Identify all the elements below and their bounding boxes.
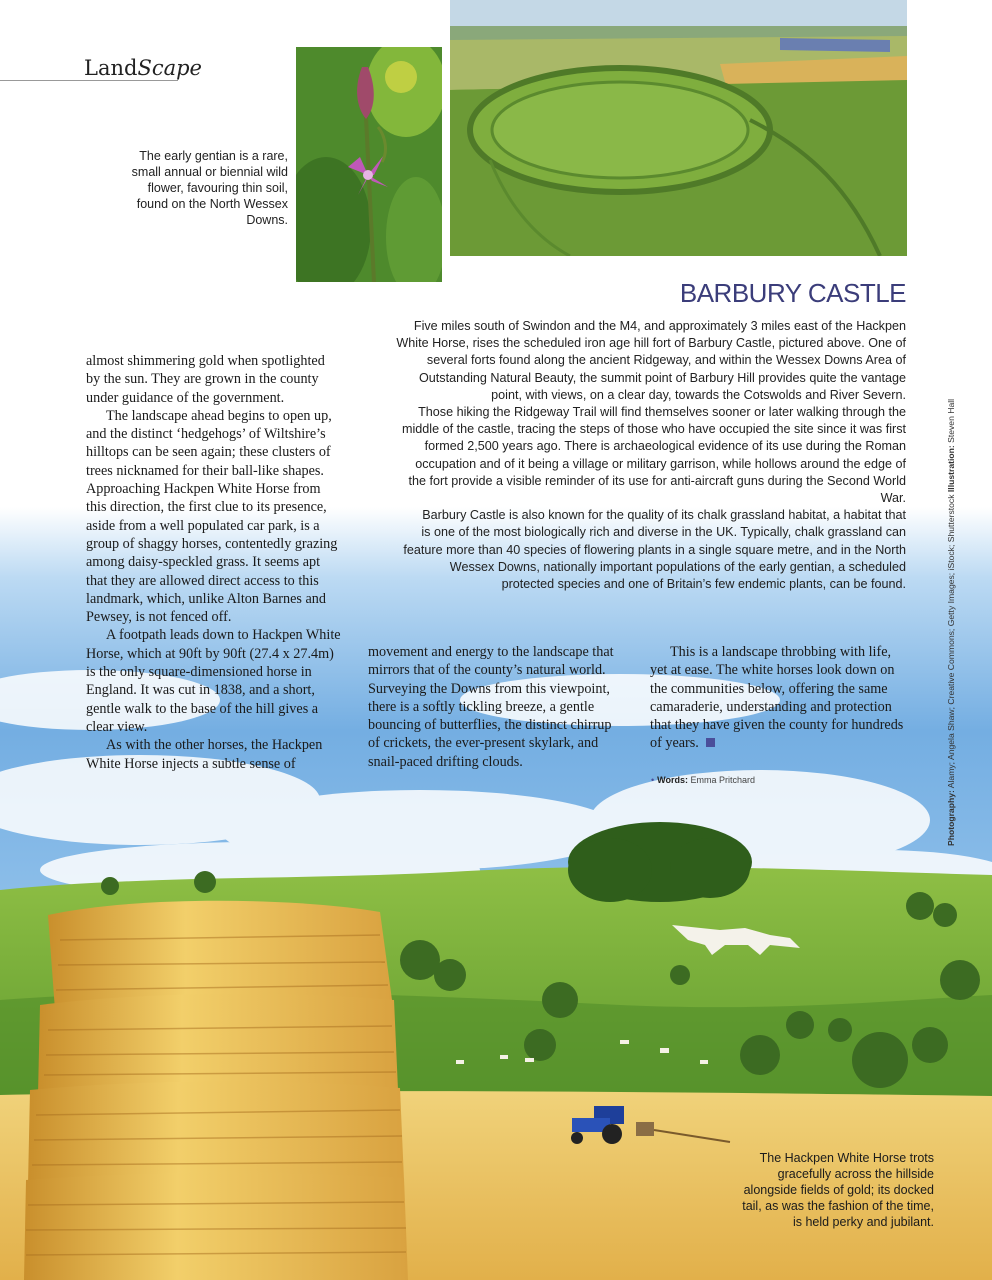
section-label: LandScape	[84, 56, 202, 80]
hay-bales-figure	[24, 901, 408, 1280]
body-column-3	[650, 643, 906, 753]
photo-credits: Photography: Alamy; Angela Shaw; Creative Commons; Getty Images; iStock; Shutterstock Illustration: Steven Hall	[946, 398, 956, 846]
barbury-castle-text	[396, 318, 906, 593]
barbury-paragraph: Those hiking the Ridgeway Trail will find themselves sooner or later walking through the middle of the castle, tracing the steps of those who have occupied the site since it was first formed 2,500 years ago. There is archaeological evidence of its use during the Roman occupation and of it being a village or military garrison, while hollows around the edge of the fort provide a visible reminder of its use for anti-aircraft guns during the Second World War.	[401, 405, 906, 506]
gentian-caption: The early gentian is a rare, small annual or biennial wild flower, favouring thin soil, found on the North Wessex Downs.	[131, 149, 288, 227]
section-rule	[0, 80, 178, 81]
body-paragraph: A footpath leads down to Hackpen White Horse, which at 90ft by 90ft (27.4 x 27.4m) is the only square-dimensioned horse in England. It was cut in 1838, and a short, gentle walk to the base of the hill gives a clear view.	[86, 627, 341, 735]
barbury-castle-aerial-photo	[450, 0, 907, 256]
body-column-2	[368, 643, 624, 771]
body-paragraph: movement and energy to the landscape that mirrors that of the county’s natural world. Surveying the Downs from this viewpoint, there is a softly tickling breeze, a gentle bouncing of butterflies, the distinct chirrup of crickets, the ever-present skylark, and snail-paced drifting clouds.	[368, 644, 614, 770]
body-paragraph: almost shimmering gold when spotlighted by the sun. They are grown in the county under guidance of the government.	[86, 353, 325, 406]
barbury-paragraph: Five miles south of Swindon and the M4, and approximately 3 miles east of the Hackpen White Horse, rises the scheduled iron age hill fort of Barbury Castle, pictured above. One of several forts found along the ancient Ridgeway, and within the Wessex Downs Area of Outstanding Natural Beauty, the summit point of Barbury Hill provides quite the vantage point, with views, on a clear day, towards the Cotswolds and River Severn.	[396, 319, 906, 402]
body-paragraph	[650, 643, 906, 753]
end-mark-icon	[706, 738, 715, 747]
early-gentian-photo	[296, 47, 442, 282]
closing-paragraph-text: This is a landscape throbbing with life, yet at ease. The white horses look down on the communities below, offering the same camaraderie, understanding and protection that they have given the county for hundreds of years.	[650, 644, 904, 752]
white-horse-caption: The Hackpen White Horse trots gracefully across the hillside alongside fields of gold; its docked tail, as was the fashion of the time, is held perky and jubilant.	[742, 1151, 934, 1229]
body-column-1	[86, 352, 342, 773]
byline: • Words: Emma Pritchard	[651, 775, 756, 785]
barbury-castle-title: BARBURY CASTLE	[679, 278, 906, 308]
body-paragraph: The landscape ahead begins to open up, and the distinct ‘hedgehogs’ of Wiltshire’s hilltops can be seen again; these clusters of trees nicknamed for their ball-like shapes. Approaching Hackpen White Horse from this direction, the first clue to its presence, aside from a well populated car park, is a group of shaggy horses, contentedly grazing among daisy-speckled grass. It seems apt that they are allowed direct access to this landmark, which, unlike Alton Barnes and Pewsey, is not fenced off.	[86, 407, 338, 626]
barbury-paragraph: Barbury Castle is also known for the quality of its chalk grassland habitat, a habitat that is one of the most biologically rich and diverse in the UK. Typically, chalk grassland can feature more than 40 species of flowering plants in a single square metre, and in the North Wessex Downs, nationally important populations of the early gentian, a scheduled protected species and one of Britain’s few endemic plants, can be found.	[403, 508, 906, 592]
body-paragraph: As with the other horses, the Hackpen White Horse injects a subtle sense of	[86, 737, 323, 772]
